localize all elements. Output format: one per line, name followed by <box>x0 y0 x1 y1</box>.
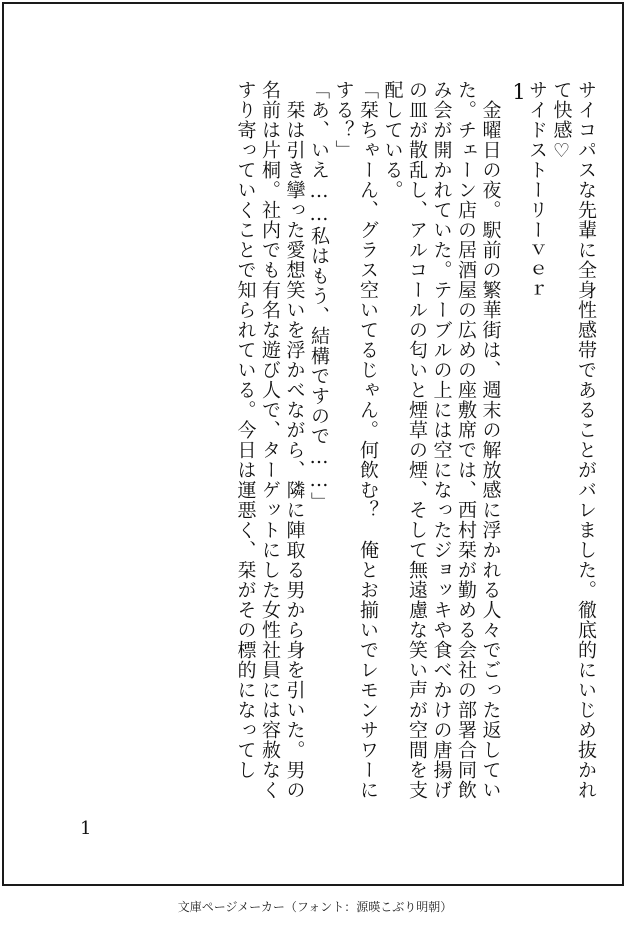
body-line: 「あ、いえ……私はもう、結構ですので……」 <box>308 80 330 512</box>
page-number: 1 <box>80 818 92 839</box>
body-line: た。チェーン店の居酒屋の広めの座敷席では、西村栞が勤める会社の部署合同飲 <box>455 80 477 800</box>
body-line: 「栞ちゃーん、グラス空いてるじゃん。何飲む？ 俺とお揃いでレモンサワーに <box>357 80 379 800</box>
vertical-text-block <box>233 80 598 800</box>
body-line: の皿が散乱し、アルコールの匂いと煙草の煙、そして無遠慮な笑い声が空間を支 <box>406 80 428 800</box>
chapter-column <box>503 80 531 800</box>
body-line: 配している。 <box>381 80 404 200</box>
body-line: 栞は引き攣った愛想笑いを浮かべながら、隣に陣取る男から身を引いた。男の <box>283 80 306 800</box>
title-line: サイコパスな先輩に全身性感帯であることがバレました。徹底的にいじめ抜かれ <box>575 80 597 800</box>
body-line: 名前は片桐。社内でも有名な遊び人で、ターゲットにした女性社員には容赦なく <box>259 80 281 800</box>
body-line: すり寄っていくことで知られている。今日は運悪く、栞がその標的になってし <box>234 80 257 780</box>
footer-credit: 文庫ページメーカー（フォント：源暎こぶり明朝） <box>177 900 453 914</box>
title-line: サイドストーリーｖｅｒ <box>526 80 548 300</box>
body-line: する？」 <box>332 80 355 160</box>
chapter-number: 1 <box>507 80 531 105</box>
body-line: 金曜日の夜。駅前の繁華街は、週末の解放感に浮かれる人々でごった返してい <box>479 80 502 800</box>
title-line: て快感♡ <box>550 80 573 163</box>
body-line: み会が開かれていた。テーブルの上には空になったジョッキや食べかけの唐揚げ <box>430 80 453 800</box>
